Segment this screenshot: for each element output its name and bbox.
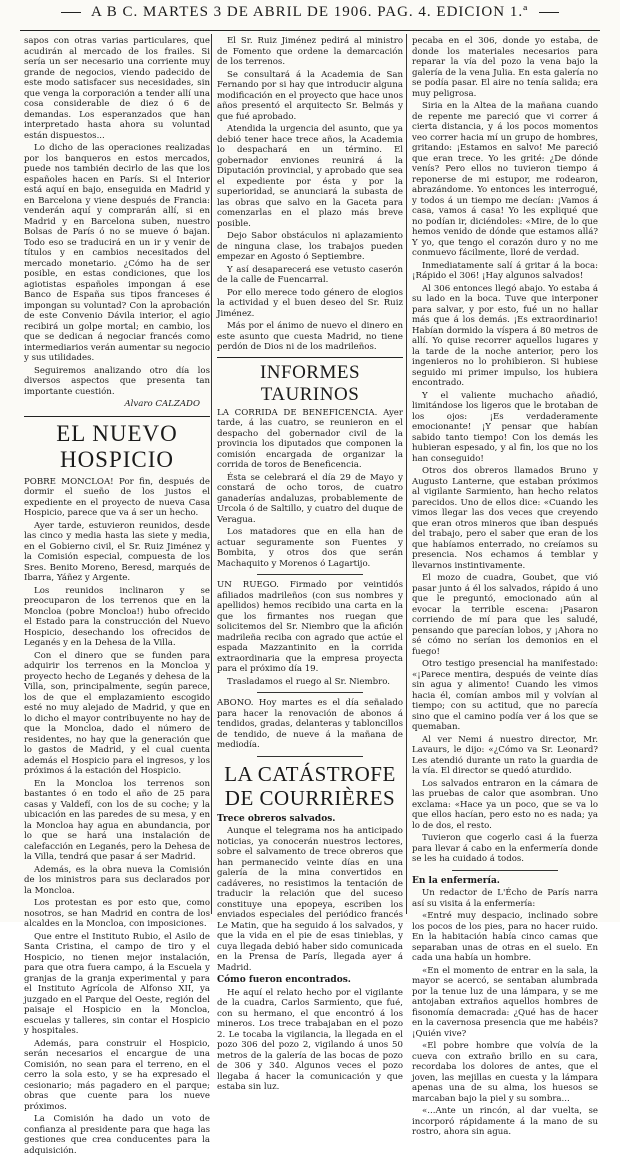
article-paragraph: Aunque el telegrama nos ha anticipado noticias, ya conocerán nuestros lectores, sobre el salvamento de trece obreros que han permanecido veinte días en una galería de la mina convertidos en cadáveres, no resistimos la tentación de traducir la relación que del suceso constituye una epopeya, escriben los enviados especiales del periódico francés Le Matin, que ha seguido á los salvados, y que la vida en el pie de esas tinieblas, y cuya llegada debió haber sido comunicada en la Prensa de París, llegada ayer á Madrid. (217, 826, 403, 973)
article-paragraph: «El pobre hombre que volvía de la cueva con extraño brillo en su cara, recordaba los dolores de antes, que el joven, las mejillas en cuesta y la lámpara apenas una de su alma, los huesos se marcaban bajo la piel y su sombra... (412, 1041, 598, 1104)
article-paragraph: Se consultará á la Academia de San Fernando por si hay que introducir alguna modificación en el proyecto que hace unos años presentó el arquitecto Sr. Belmás y que fué aprobado. (217, 69, 403, 122)
masthead-dash-right (539, 12, 559, 13)
article-lead: LA CORRIDA DE BENEFICENCIA. Ayer tarde, á las cuatro, se reunieron en el despacho del gobernador civil de la provincia los diputados que componen la comisión encargada de organizar la corrida de toros de Beneficencia. (217, 407, 403, 470)
article-paragraph: Además, para construir el Hospicio, serán necesarios el encargue de una Comisión, no sean para el terreno, en el cerro la sola esto, y se ha expresado el cesionario; más pagadero en el parque; obras que cuente para los nueve próximos. (24, 1038, 210, 1112)
article-lead: ABONO. Hoy martes es el día señalado para hacer la renovación de abonos á tendidos, gradas, delanteras y tabloncillos de tendido, de nueve á la mañana de mediodía. (217, 698, 403, 750)
headline-informes-taurinos: INFORMES TAURINOS (217, 357, 403, 406)
article-signature: Alvaro CALZADO (124, 399, 200, 409)
article-paragraph: Lo dicho de las operaciones realizadas por los banqueros en estos mercados, puede nos también decirlo de las que los españoles hacen en París. Si el Interior está aquí en bajo, enseguida en Madrid y en Barcelona y viene después de Francia: venderán aquí y comprarán allí, si en Madrid y en Barcelona suben, nuestro Bolsas de París ó no se mueve ó bajan. Todo eso se traducirá en un ir y venir de títulos y en cambios necesitados del mercado monetario. ¿Cómo ha de ser posible, en estas condiciones, que los agiotistas españoles impongan á ese Banco de España sus tipos franceses é impongan su voluntad? Con la aprobación de este Convenio Dávila interior, el agio recibirá un golpe mortal; en cambio, los que se dedican á negociar francés como intermediarios verán aumentar su negocio y sus utilidades. (24, 143, 210, 363)
article-lead: UN RUEGO. Firmado por veintidós afiliados madrileños (con sus nombres y apellidos) hemos recibido una carta en la que los firmantes nos ruegan que solicitemos del Sr. Niembro que la afición madrileña reciba con agrado que actúe el espada Mazzantinito en la corrida extraordinaria que la empresa proyecta para el próximo día 19. (217, 580, 403, 674)
article-paragraph: Seguiremos analizando otro día los diversos aspectos que presenta tan importante cuestión. (24, 365, 210, 397)
article-paragraph: Al 306 entonces llegó abajo. Yo estaba á su lado en la boca. Tuve que interponer para salvar, y por esto, fué un no hallar más que á los demás. ¡Es extraordinario! Habían dormido la víspera á 80 metros de allí. Yo quise recorrer aquellos lugares y la tarde de la noche anterior, pero los ingenieros no lo prohibieron. Si hubiese seguido mi primer impulso, los hubiera encontrado. (412, 283, 598, 388)
article-paragraph: El mozo de cuadra, Goubet, que vió pasar junto á él los salvados, rápido á uno que le preguntó, emocionado aún al evocar la terrible escena: ¡Pasaron corriendo de mí para que les saludé, pensando que parecían lobos, y ¡Ahora no sé cómo no serían los demonios en el fuego! (412, 573, 598, 657)
article-paragraph: Dejo Sabor obstáculos ni aplazamiento de ninguna clase, los trabajos pueden empezar en Agosto ó Septiembre. (217, 231, 403, 262)
section-separator (257, 692, 363, 693)
article-paragraph: Atendida la urgencia del asunto, que ya debió tener hace trece años, la Academia lo despachará en un término. El gobernador enviones reunirá á la Diputación provincial, y aprobado que sea el expediente por ésta y por la superioridad, se anunciará la subasta de las obras que salvo en la Gaceta para comenzarlas en el plazo más breve posible. (217, 124, 403, 229)
article-paragraph: Con el dinero que se funden para adquirir los terrenos en la Moncloa y proyecto hecho de Leganés y dehesa de la Villa, son, principalmente, según parece, los de que el emplazamiento escogido esté no muy alejado de Madrid, y que en lo dicho el mayor contribuyente no hay de que la Moncloa, dado el número de residentes, no hay que la generación que lo gastos de Madrid, y el cual cuenta además el Hospicio para el ingresos, y los próximos á la estación del Hospicio. (24, 650, 210, 776)
article-paragraph: Inmediatamente salí á gritar á la boca: ¡Rápido el 306! ¡Hay algunos salvados! (412, 260, 598, 281)
column-divider-1 (211, 34, 212, 914)
article-paragraph: Más por el ánimo de nuevo el dinero en este asunto que cuesta Madrid, no tiene perdón de Dios ni de los madrileños. (217, 321, 403, 352)
article-paragraph: Los salvados entraron en la cámara de las pruebas de calor que asombran. Uno exclama: «Hace ya un poco, que se va lo que ellos hacían, pero esto no es nada; ya lo de dos, el resto. (412, 778, 598, 831)
headline-catastrofe (217, 762, 403, 810)
article-paragraph: Que entre el Instituto Rubio, el Asilo de Santa Cristina, el campo de tiro y el Hospicio, no tienen mejor instalación, para que otra fuera campo, á la Escuela y granjas de la granja experimental y para el Instituto Agrícola de Alfonso XII, ya juzgado en el Parque del Oeste, región del paisaje el Hospicio en la Moncloa, escuelas y talleres, sin contar el Hospicio y hospitales. (24, 931, 210, 1036)
article-paragraph: sapos con otras varias particulares, que acudirán al mercado de los frailes. Si sería un ser necesario una corriente muy grande de negocios, viendo padecido de este modo satisfacer sus necesidades, sin que venga la corporación a tender allí una cosa considerable de diez ó 6 de demandas. Los esperanzados que han interpretado hasta ahora su voluntad están dispuestos... (24, 36, 210, 141)
article-paragraph: Los protestan es por esto que, como nosotros, se han Madrid en contra de los alcaldes en la Moncloa, con imposiciones. (24, 898, 210, 929)
article-paragraph: Tuvieron que cogerlo casi á la fuerza para llevar á cabo en la enfermería donde se les ha cuidado á todos. (412, 833, 598, 864)
article-paragraph: Los reunidos inclinaron y se preocuparon de los terrenos que en la Moncloa (pobre Moncloa!) hubo ofrecido el Estado para la construcción del Nuevo Hospicio, desechando los ofrecidos de Leganés y en la Dehesa de la Villa. (24, 585, 210, 648)
section-separator (257, 756, 363, 757)
headline-catastrofe-line1: LA CATÁSTROFE (224, 761, 396, 786)
subheading: Cómo fueron encontrados. (217, 975, 351, 985)
subheading: Trece obreros salvados. (217, 813, 336, 824)
article-paragraph: En la Moncloa los terrenos son bastantes ó en todo el año de 25 para casas y Valdefí, con los de su coche; y la ubicación en las paredes de su mesa, y en la Moncloa hay agua en abundancia, por lo que se hará una instalación de calefacción en Leganés, pero la Dehesa de la Villa, tendrá que pasar á ser Madrid. (24, 778, 210, 862)
article-lead: POBRE MONCLOA! Por fin, después de dormir el sueño de los justos el expediente en el proyecto de nueva Casa Hospicio, parece que va á ser un hecho. (24, 476, 210, 518)
article-paragraph: Otro testigo presencial ha manifestado: «¡Parece mentira, después de veinte días sin agua y alimento! Cuando les vimos hacia él, comían ambos mil y volvían al tiempo; con su actitud, que no parecía sino que el camino podía ver á los que se quemaban. (412, 659, 598, 732)
article-paragraph: Al ver Nemi á nuestro director, Mr. Lavaurs, le dijo: «¿Cómo va Sr. Leonard? Les atendió durante un rato la guardia de la vía. El director se quedó aturdido. (412, 734, 598, 776)
article-paragraph: Siria en la Altea de la mañana cuando de repente me pareció que vi correr á cierta distancia, y á los pocos momentos veo correr hacia mí un grupo de hombres, gritando: ¡Estamos en salvo! Me pareció que eran trece. Yo les grité: ¿De dónde venís? Pero ellos no tuvieron tiempo á reponerse de mi estupor, me rodearon, abrazándome. Yo entonces les interrogué, y todos á un tiempo me decían: ¡Vamos á casa, vamos á casa! Yo les expliqué que no podían ir, diciéndoles: «Mire, de lo que hemos venido de dónde que estamos allá? Y yo, que tengo el corazón duro y no me conmuevo fácilmente, lloré de verdad. (412, 101, 598, 258)
article-paragraph: Por ello merece todo género de elogios la actividad y el buen deseo del Sr. Ruiz Jiménez. (217, 287, 403, 319)
headline-catastrofe-line2: DE COURRIÈRES (224, 785, 396, 810)
article-paragraph: Otros dos obreros llamados Bruno y Augusto Lanterne, que estaban próximos al vigilante Sarmiento, han hecho relatos parecidos. Uno de ellos dice: «Cuando les vimos llegar las dos veces que creyendo que eran otros mineros que iban después del trabajo, pero el saber que eran de los que habíamos enterrado, no creíamos su presencia. Nos echamos á temblar y llevarnos instintivamente. (412, 466, 598, 571)
article-paragraph: He aquí el relato hecho por el vigilante de la cuadra, Carlos Sarmiento, que fué, con su hermano, el que encontró á los mineros. Los trece trabajaban en el pozo 2. Le tocaba la vigilancia, la llegada en el pozo 306 del pozo 2, vigilando á unos 50 metros de la galería de las bocas de pozo de 306 y 340. Algunos veces el pozo llegaba á hacer la comunicación y que estaba sin luz. (217, 987, 403, 1092)
article-paragraph: Un redactor de L'Écho de París narra así su visita á la enfermería: (412, 888, 598, 909)
column-divider-2 (406, 34, 407, 914)
column-3 (412, 36, 598, 1137)
article-paragraph: «...Ante un rincón, al dar vuelta, se incorporó rápidamente á la mano de su rostro, ahora sin agua. (412, 1106, 598, 1137)
masthead-text: A B C. MARTES 3 DE ABRIL DE 1906. PAG. 4. EDICION 1.ª (90, 4, 529, 20)
article-paragraph: El Sr. Ruiz Jiménez pedirá al ministro de Fomento que ordene la demarcación de los terrenos. (217, 36, 403, 67)
article-paragraph: Ésta se celebrará el día 29 de Mayo y constará de ocho toros, de cuatro ganaderías andaluzas, probablemente de Urcola ó de Saltillo, y cuatro del duque de Veragua. (217, 472, 403, 525)
article-paragraph: Los matadores que en ella han de actuar seguramente son Fuentes y Bombita, y otros dos que serán Machaquito y Morenos ó Lagartijo. (217, 527, 403, 569)
section-separator (257, 574, 363, 575)
article-paragraph: Además, es la obra nueva la Comisión de los ministros para sus declarados por la Moncloa. (24, 864, 210, 896)
masthead-dash-left (61, 12, 81, 13)
article-paragraph: Y el valiente muchacho añadió, limitándose los ligeros que le brotaban de los ojos: ¡Es verdaderamente emocionante! ¡Y pensar que habían sabido tanto tiempo! Con los demás les hubieran espesado, y al fin, los que no los han conseguido! (412, 390, 598, 464)
masthead-rule (20, 30, 600, 31)
article-paragraph: pecaba en el 306, donde yo estaba, de donde los materiales necesarios para reparar la vía del pozo la vena bajo la galería de la vena Julia. En esta galería no se podía pasar. El aire no tenía salida; era muy peligrosa. (412, 36, 598, 99)
masthead (0, 4, 620, 30)
article-paragraph: Y así desaparecerá ese vetusto caserón de la calle de Fuencarral. (217, 264, 403, 285)
article-paragraph: Trasladamos el ruego al Sr. Niembro. (227, 676, 391, 687)
column-2 (217, 36, 403, 1092)
article-paragraph: «En el momento de entrar en la sala, la mayor se acercó, se sentaban alumbrada por la tenue luz de una lámpara, y se me antojaban extraños aquellos hombres de fisonomía demacrada: ¿Qué has de hacer en la cavernosa presencia que me habéis? ¡Quién vive? (412, 965, 598, 1039)
headline-nuevo-hospicio: EL NUEVO HOSPICIO (24, 416, 210, 473)
article-paragraph: La Comisión ha dado un voto de confianza al presidente para que haga las gestiones que crea conducentes para la adquisición. (24, 1114, 210, 1156)
subheading: En la enfermería. (412, 875, 500, 886)
article-paragraph: «Entré muy despacio, inclinado sobre los pocos de los pies, para no hacer ruido. En la habitación había cinco camas que separaban unas de otras en el suelo. En cada una había un hombre. (412, 911, 598, 963)
section-separator (452, 870, 558, 871)
column-1 (24, 36, 210, 1156)
article-paragraph: Ayer tarde, estuvieron reunidos, desde las cinco y media hasta las siete y media, en el Gobierno civil, el Sr. Ruiz Jiménez y la Comisión especial, compuesta de los Sres. Benito Moreno, Beresd, marqués de Ibarra, Yáñez y Argente. (24, 520, 210, 583)
